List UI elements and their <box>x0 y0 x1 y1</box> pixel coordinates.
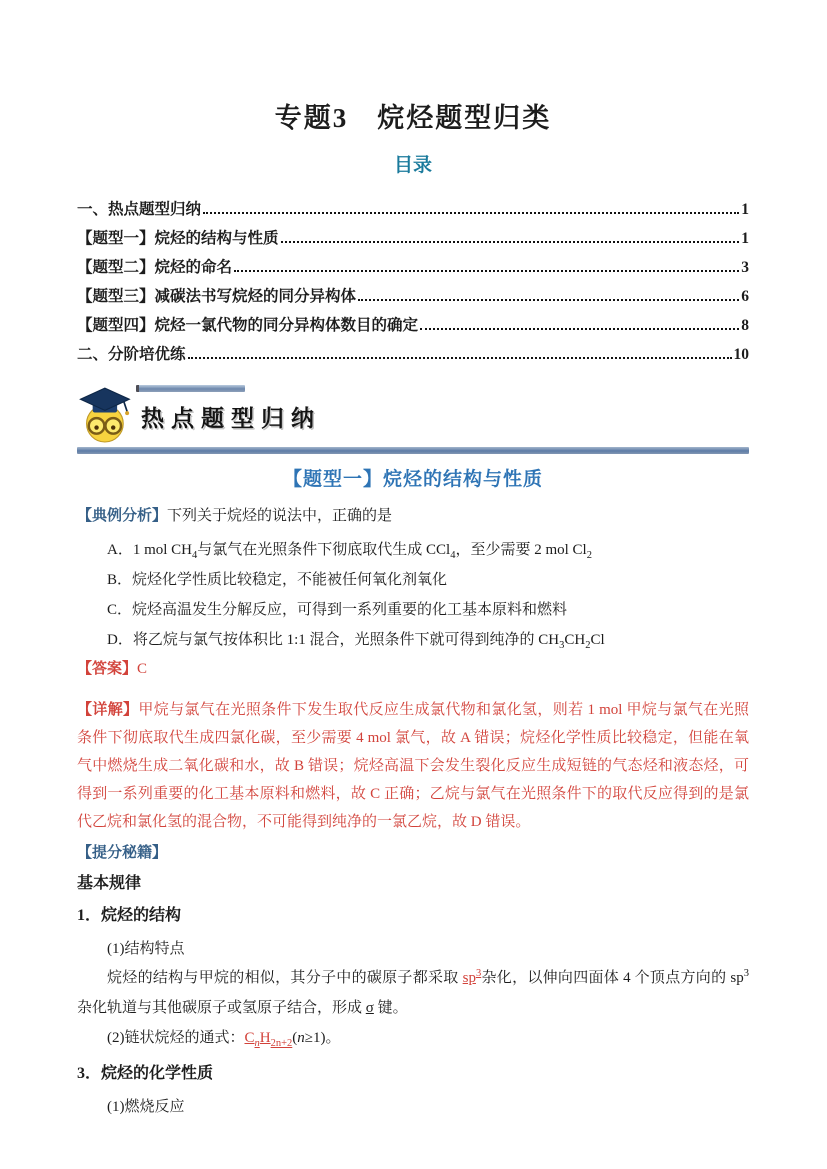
toc-leader-dots <box>420 328 739 330</box>
section-banner <box>77 385 749 447</box>
topic-heading: 【题型一】烷烃的结构与性质 <box>282 469 543 490</box>
analysis-tag: 【详解】 <box>77 702 139 718</box>
example-question-line <box>77 505 749 528</box>
toc-item-label: 【题型二】烷烃的命名 <box>77 259 233 276</box>
answer-tag: 【答案】 <box>77 661 138 677</box>
toc-item-label: 一、热点题型归纳 <box>77 201 202 218</box>
rule3-title: 3．烷烃的化学性质 <box>77 1065 214 1082</box>
option-list <box>77 535 749 655</box>
scholar-owl-icon <box>79 387 133 452</box>
rules-title: 基本规律 <box>77 875 142 892</box>
option-c: C．烷烃高温发生分解反应，可得到一系列重要的化工基本原料和燃料 <box>107 602 568 618</box>
structure-point-label: (1)结构特点 <box>107 941 185 957</box>
toc-page-number: 3 <box>741 259 749 276</box>
toc-leader-dots <box>203 212 739 214</box>
option-b: B．烷烃化学性质比较稳定，不能被任何氧化剂氧化 <box>107 572 448 588</box>
answer-value: C <box>137 661 148 677</box>
table-of-contents <box>77 190 749 364</box>
toc-item-label: 【题型一】烷烃的结构与性质 <box>77 230 279 247</box>
general-formula-line: (2)链状烷烃的通式：$C_nH_{2n+2}(n\ge 1)$。 <box>107 1030 341 1049</box>
analysis-paragraph <box>77 696 749 836</box>
answer-line <box>77 657 749 681</box>
toc-leader-dots <box>281 241 740 243</box>
banner-top-bar <box>136 385 245 392</box>
toc-item-type4[interactable] <box>77 306 749 335</box>
tips-tag: 【提分秘籍】 <box>77 845 168 861</box>
option-d: D．将乙烷与氯气按体积比 1:1 混合，光照条件下就可得到纯净的 $CH_3CH_2Cl$ <box>107 632 605 651</box>
example-question-text: 下列关于烷烃的说法中，正确的是 <box>167 508 393 524</box>
toc-item-type2[interactable] <box>77 248 749 277</box>
toc-page-number: 6 <box>741 288 749 305</box>
toc-item-type3[interactable] <box>77 277 749 306</box>
toc-item-hot-topics[interactable] <box>77 190 749 219</box>
toc-leader-dots <box>234 270 739 272</box>
toc-item-type1[interactable] <box>77 219 749 248</box>
analysis-text: 甲烷与氯气在光照条件下发生取代反应生成氯代物和氯化氢，则若 1 mol 甲烷与氯气在光照条件下彻底取代生成四氯化碳，至少需要 4 mol 氯气，故 A 错误；烷烃化学性质比较稳定，但能在氧气中燃烧生成二氧化碳和水，故 B 错误；烷烃高温下会发生裂化反应生成短链的气态烃和液态烃，可得到一系列重要的化工基本原料和燃料，故 C 正确；乙烷与氯气在光照条件下的取代反应得到的是氯代乙烷和氯化氢的混合物，不可能得到纯净的一氯乙烷，故 D 错误。 <box>77 702 749 830</box>
toc-leader-dots <box>188 357 732 359</box>
example-tag: 【典例分析】 <box>77 508 168 524</box>
toc-page-number: 1 <box>741 230 749 247</box>
section-banner-title: 热点题型归纳 <box>141 406 321 431</box>
toc-item-label: 【题型三】减碳法书写烷烃的同分异构体 <box>77 288 357 305</box>
option-a: A．1 mol $CH_4$与氯气在光照条件下彻底取代生成 CCl$_4$，至少需要 2 mol $Cl_2$ <box>107 542 592 561</box>
page-title: 专题3 烷烃题型归类 <box>274 103 552 133</box>
toc-page-number: 1 <box>741 201 749 218</box>
section-divider-bar <box>77 447 749 454</box>
toc-item-label: 【题型四】烷烃一氯代物的同分异构体数目的确定 <box>77 317 419 334</box>
toc-page-number: 8 <box>741 317 749 334</box>
rule1-title: 1．烷烃的结构 <box>77 907 182 924</box>
structure-paragraph: 烷烃的结构与甲烷的相似，其分子中的碳原子都采取 $sp^3$杂化，以伸向四面体 4 个顶点方向的 $sp^3$杂化轨道与其他碳原子或氢原子结合，形成 σ 键。 <box>77 968 749 1016</box>
combustion-label: (1)燃烧反应 <box>107 1099 185 1115</box>
toc-item-practice[interactable] <box>77 335 749 364</box>
toc-leader-dots <box>358 299 739 301</box>
toc-title: 目录 <box>393 155 432 176</box>
toc-page-number: 10 <box>733 346 749 363</box>
toc-item-label: 二、分阶培优练 <box>77 346 186 363</box>
